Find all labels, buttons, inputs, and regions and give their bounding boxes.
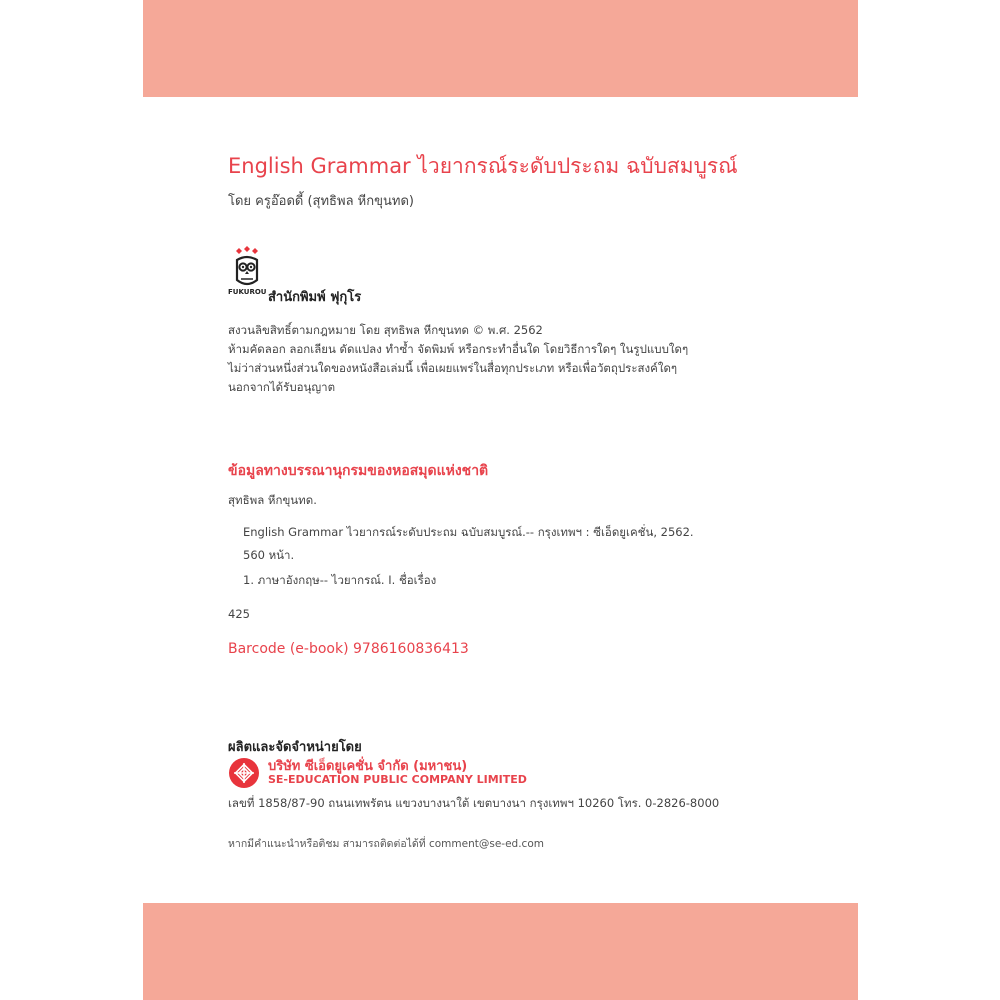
classification-number: 425 bbox=[228, 607, 250, 621]
cip-heading: ข้อมูลทางบรรณานุกรมของหอสมุดแห่งชาติ bbox=[228, 463, 489, 479]
se-ed-logo-icon bbox=[228, 757, 260, 789]
publisher-name: สำนักพิมพ์ ฟุกุโร bbox=[268, 290, 362, 305]
top-decorative-band bbox=[143, 0, 858, 97]
cip-entry-line: 1. ภาษาอังกฤษ-- ไวยากรณ์. I. ชื่อเรื่อง bbox=[243, 573, 437, 587]
ebook-barcode: Barcode (e-book) 9786160836413 bbox=[228, 641, 469, 657]
publisher-logo-wordmark: FUKUROU bbox=[228, 288, 267, 296]
copyright-notice bbox=[228, 321, 688, 397]
cip-author: สุทธิพล หีกขุนทด. bbox=[228, 493, 317, 507]
copyright-line: สงวนลิขสิทธิ์ตามกฎหมาย โดย สุทธิพล หีกขุนทด © พ.ศ. 2562 bbox=[228, 323, 543, 337]
book-byline: โดย ครูอ๊อดดี้ (สุทธิพล หีกขุนทด) bbox=[228, 194, 414, 209]
copyright-line: ไม่ว่าส่วนหนึ่งส่วนใดของหนังสือเล่มนี้ เพื่อเผยแพร่ในสื่อทุกประเภท หรือเพื่อวัตถุประสงค์ใดๆ bbox=[228, 361, 678, 375]
distributor-label: ผลิตและจัดจำหน่ายโดย bbox=[228, 740, 362, 755]
cip-entry-line: 560 หน้า. bbox=[243, 548, 295, 562]
copyright-line: นอกจากได้รับอนุญาต bbox=[228, 380, 336, 394]
copyright-line: ห้ามคัดลอก ลอกเลียน ดัดแปลง ทำซ้ำ จัดพิมพ์ หรือกระทำอื่นใด โดยวิธีการใดๆ ในรูปแบบใดๆ bbox=[228, 342, 689, 356]
contact-email-note: หากมีคำแนะนำหรือติชม สามารถติดต่อได้ที่ comment@se-ed.com bbox=[228, 838, 544, 850]
company-name-thai: บริษัท ซีเอ็ดยูเคชั่น จำกัด (มหาชน) bbox=[268, 759, 468, 774]
publisher-block bbox=[228, 246, 528, 306]
book-title: English Grammar ไวยากรณ์ระดับประถม ฉบับสมบูรณ์ bbox=[228, 154, 738, 178]
company-name-english: SE-EDUCATION PUBLIC COMPANY LIMITED bbox=[268, 773, 527, 786]
cip-entry-line: English Grammar ไวยากรณ์ระดับประถม ฉบับสมบูรณ์.-- กรุงเทพฯ : ซีเอ็ดยูเคชั่น, 2562. bbox=[243, 525, 694, 539]
company-address: เลขที่ 1858/87-90 ถนนเทพรัตน แขวงบางนาใต้ เขตบางนา กรุงเทพฯ 10260 โทร. 0-2826-8000 bbox=[228, 796, 720, 810]
bottom-decorative-band bbox=[143, 903, 858, 1000]
distributor-company bbox=[228, 755, 608, 791]
